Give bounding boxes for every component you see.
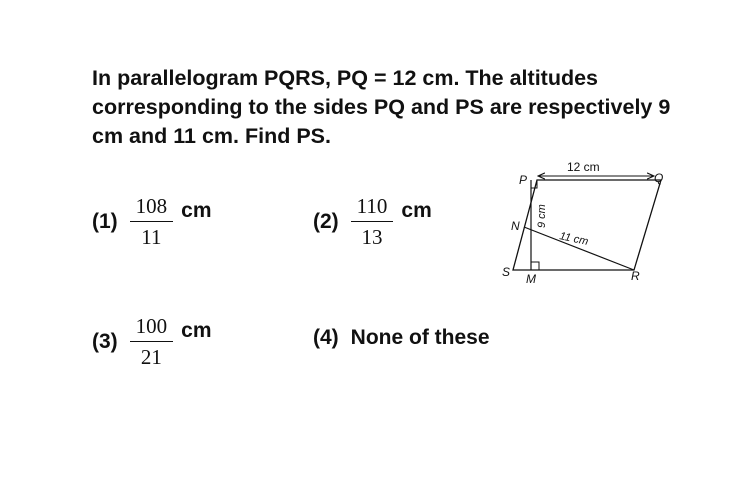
option-3-denominator: 21: [140, 345, 162, 369]
vertex-p-label: P: [519, 173, 528, 187]
vertex-q-label: Q: [654, 171, 664, 185]
option-1-denominator: 11: [141, 225, 162, 249]
point-m-label: M: [526, 272, 536, 286]
option-1-label: (1): [92, 209, 118, 233]
option-3-numerator: 100: [130, 314, 174, 342]
option-3-label: (3): [92, 329, 118, 353]
option-4-text: None of these: [350, 326, 490, 349]
option-2-unit: cm: [401, 198, 432, 222]
vertex-r-label: R: [631, 269, 640, 283]
option-1-unit: cm: [181, 198, 212, 222]
pm-altitude-label: 9 cm: [536, 204, 548, 228]
point-n-label: N: [511, 219, 520, 233]
pq-length-label: 12 cm: [567, 160, 600, 174]
right-angle-mark-m: [531, 262, 539, 270]
option-4-label: (4): [313, 326, 339, 349]
rn-altitude-label: 11 cm: [558, 230, 590, 248]
option-2-denominator: 13: [361, 225, 383, 249]
option-1-numerator: 108: [130, 194, 174, 222]
option-3-unit: cm: [181, 318, 212, 342]
option-2-label: (2): [313, 209, 339, 233]
option-2-numerator: 110: [351, 194, 394, 222]
vertex-s-label: S: [502, 265, 511, 279]
question-text: In parallelogram PQRS, PQ = 12 cm. The altitudes corresponding to the sides PQ and PS are respectively 9 cm and 11 cm. Find PS.: [92, 66, 671, 148]
